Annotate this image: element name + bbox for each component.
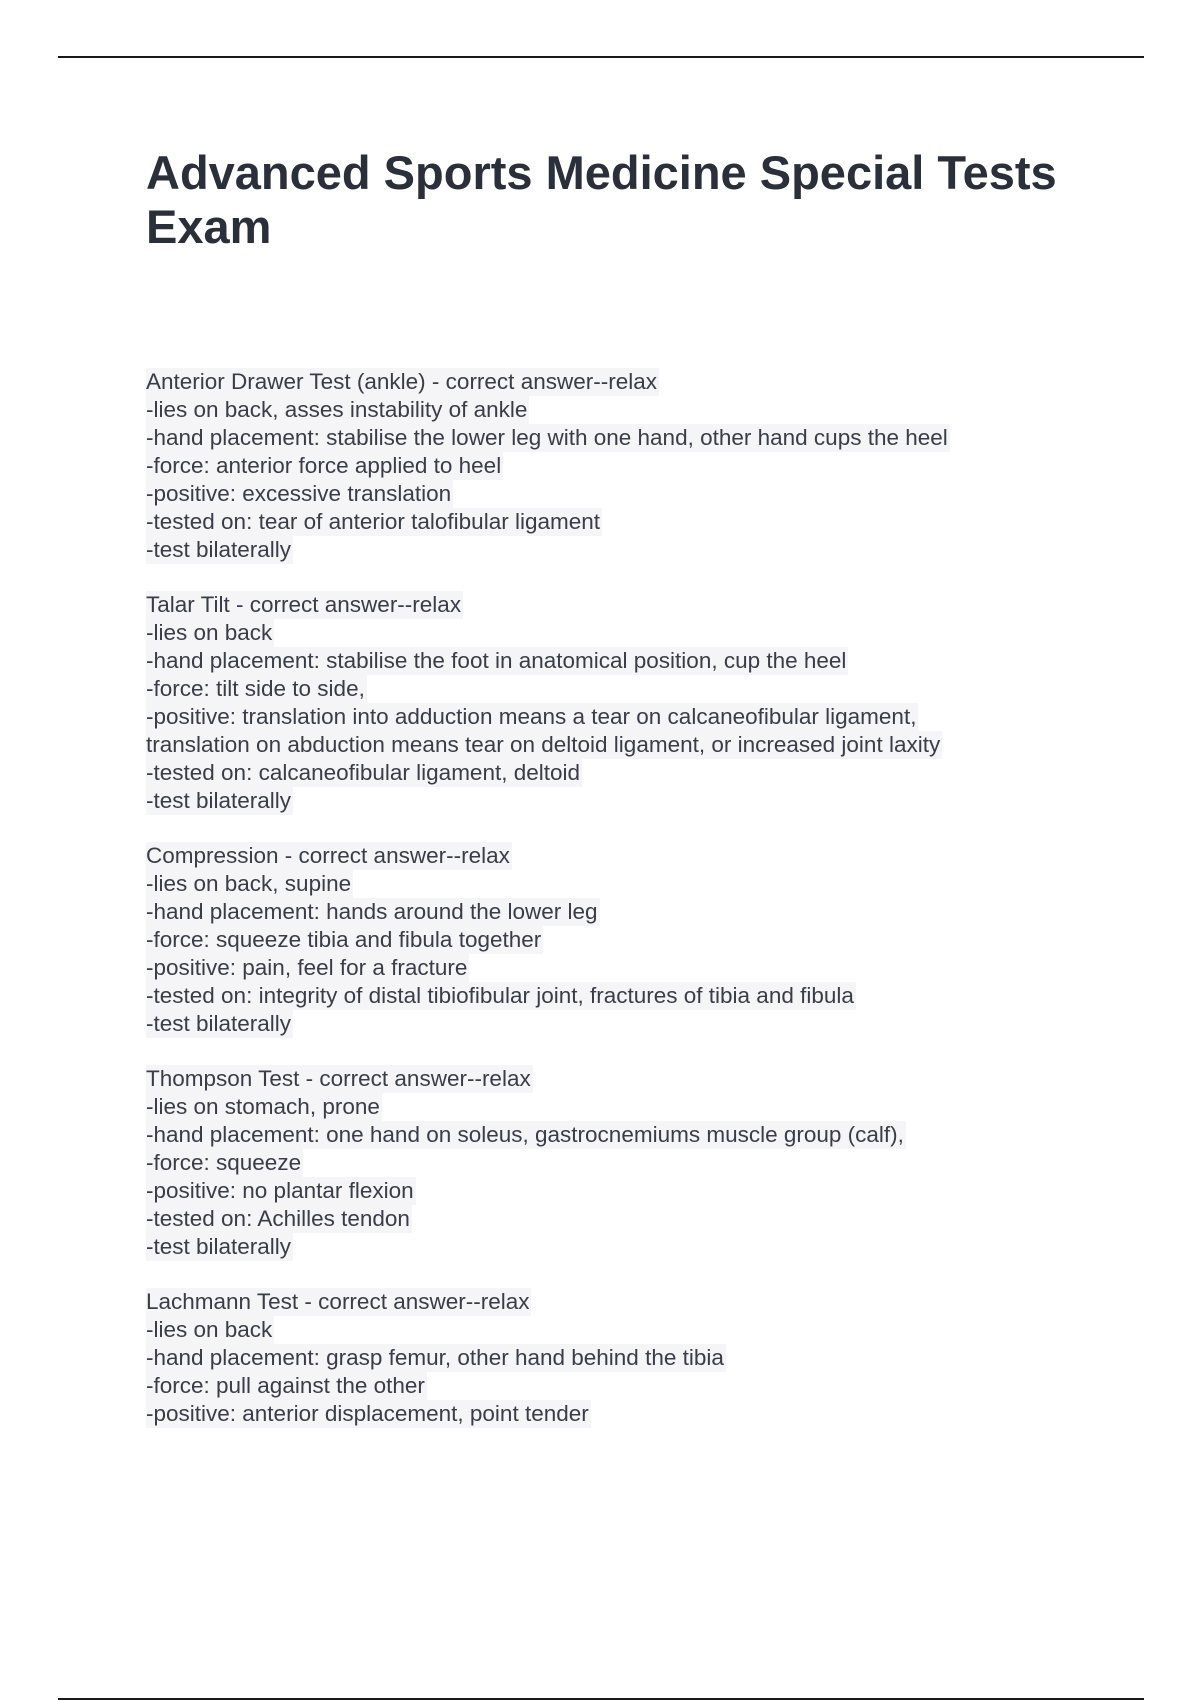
qa-section-compression — [146, 842, 1046, 1038]
qa-question: Lachmann Test - correct answer--relax — [146, 1289, 530, 1314]
qa-section-anterior-drawer — [146, 368, 1046, 564]
qa-answer-line: -hand placement: one hand on soleus, gastrocnemiums muscle group (calf), — [146, 1122, 904, 1147]
qa-answer-line: -tested on: Achilles tendon — [146, 1206, 410, 1231]
top-divider — [58, 56, 1144, 58]
qa-answer-line: -force: squeeze tibia and fibula together — [146, 927, 542, 952]
qa-answer-line: -positive: pain, feel for a fracture — [146, 955, 468, 980]
qa-answer-line: -lies on back — [146, 1317, 273, 1342]
qa-question: Talar Tilt - correct answer--relax — [146, 592, 462, 617]
qa-answer-line: -force: tilt side to side, — [146, 676, 365, 701]
qa-section-thompson — [146, 1065, 1046, 1261]
qa-question: Compression - correct answer--relax — [146, 843, 510, 868]
qa-answer-line: -test bilaterally — [146, 788, 292, 813]
qa-answer-line: -test bilaterally — [146, 537, 292, 562]
qa-answer-line: -tested on: tear of anterior talofibular ligament — [146, 509, 600, 534]
page-title: Advanced Sports Medicine Special Tests Exam — [146, 146, 1057, 253]
qa-answer-line: translation on abduction means tear on deltoid ligament, or increased joint laxity — [146, 732, 941, 757]
qa-section-talar-tilt — [146, 591, 1046, 815]
qa-question: Thompson Test - correct answer--relax — [146, 1066, 531, 1091]
qa-answer-line: -hand placement: stabilise the foot in anatomical position, cup the heel — [146, 648, 847, 673]
qa-answer-line: -lies on back, asses instability of ankle — [146, 397, 528, 422]
qa-answer-line: -positive: anterior displacement, point tender — [146, 1401, 589, 1426]
qa-answer-line: -positive: no plantar flexion — [146, 1178, 414, 1203]
qa-answer-line: -force: pull against the other — [146, 1373, 425, 1398]
qa-answer-line: -force: anterior force applied to heel — [146, 453, 502, 478]
qa-answer-line: -tested on: integrity of distal tibiofibular joint, fractures of tibia and fibula — [146, 983, 854, 1008]
qa-answer-line: -test bilaterally — [146, 1234, 292, 1259]
qa-answer-line: -hand placement: hands around the lower leg — [146, 899, 598, 924]
qa-answer-line: -lies on stomach, prone — [146, 1094, 380, 1119]
qa-section-lachmann — [146, 1288, 1046, 1428]
qa-answer-line: -lies on back, supine — [146, 871, 352, 896]
qa-answer-line: -hand placement: stabilise the lower leg with one hand, other hand cups the heel — [146, 425, 948, 450]
qa-question: Anterior Drawer Test (ankle) - correct answer--relax — [146, 369, 657, 394]
qa-answer-line: -tested on: calcaneofibular ligament, deltoid — [146, 760, 581, 785]
qa-answer-line: -hand placement: grasp femur, other hand behind the tibia — [146, 1345, 724, 1370]
qa-answer-line: -positive: translation into adduction means a tear on calcaneofibular ligament, — [146, 704, 917, 729]
qa-answer-line: -lies on back — [146, 620, 273, 645]
qa-answer-line: -force: squeeze — [146, 1150, 302, 1175]
document-body — [146, 368, 1046, 1455]
qa-answer-line: -positive: excessive translation — [146, 481, 452, 506]
qa-answer-line: -test bilaterally — [146, 1011, 292, 1036]
